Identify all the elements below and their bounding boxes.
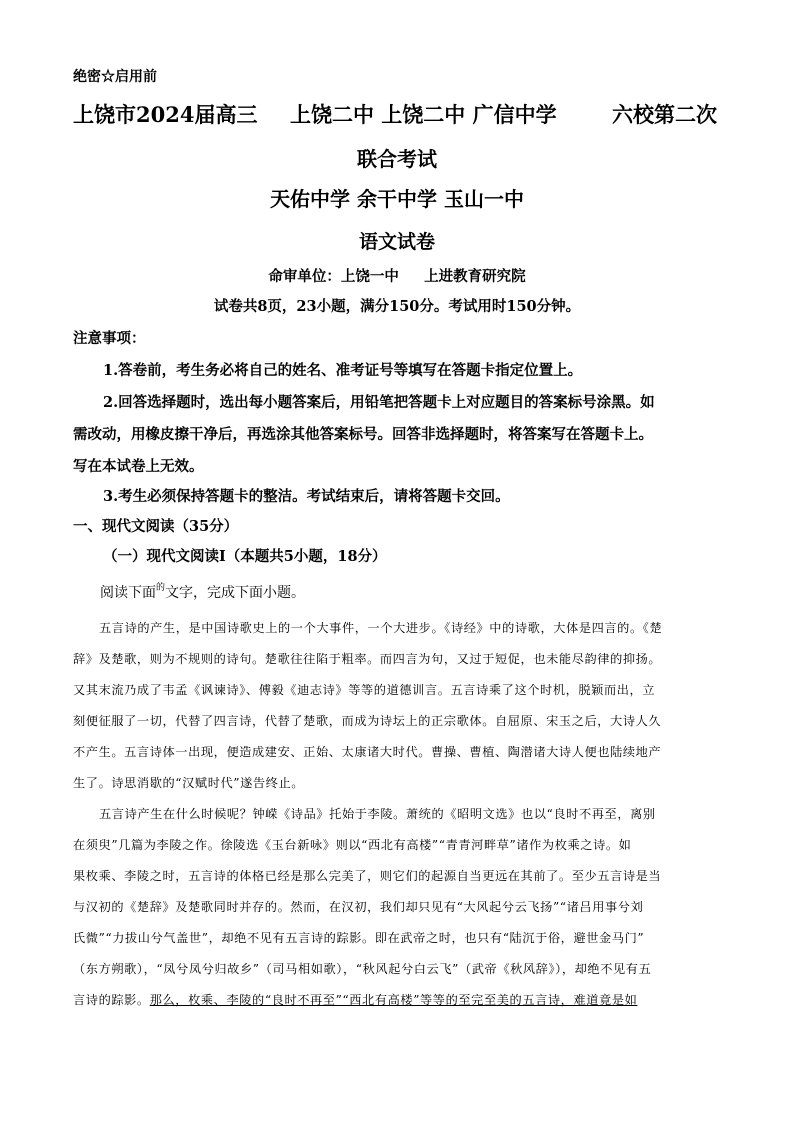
instruction-text-a: 阅读下面 xyxy=(100,585,156,601)
title-schools-row1: 上饶二中 上饶二中 广信中学 xyxy=(290,102,557,127)
notice-item-2-line-1: 2.回答选择题时，选出每小题答案后，用铅笔把答题卡上对应题目的答案标号涂黑。如 xyxy=(103,394,655,411)
notice-item-2-line-3: 写在本试卷上无效。 xyxy=(73,458,204,475)
exam-info: 试卷共8页，23小题，满分150分。考试用时150分钟。 xyxy=(213,298,581,315)
passage-line: 氏微”“力拔山兮气盖世”，却绝不见有五言诗的踪影。即在武帝之时，也只有“陆沉于俗，避世金马门” xyxy=(73,931,645,945)
passage-line: 辞》及楚歌，则为不规则的诗句。楚歌往往陷于粗率。而四言为句，又过于短促，也未能尽韵律的抑扬。 xyxy=(73,652,662,666)
passage-line: 不产生。五言诗体一出现，便造成建安、正始、太康诸大时代。曹操、曹植、陶潜诸大诗人便也陆续地产 xyxy=(73,745,662,759)
notice-heading: 注意事项： xyxy=(73,330,146,347)
reading-instruction xyxy=(100,580,305,602)
subsection-heading: （一）现代文阅读Ⅰ（本题共5小题，18分） xyxy=(103,548,387,565)
confidential-label: 绝密☆启用前 xyxy=(73,69,157,85)
passage-line: 五言诗的产生，是中国诗歌史上的一个大事件，一个大进步。《诗经》中的诗歌，大体是四言的。《楚 xyxy=(99,621,663,635)
passage-line: 生了。诗思消歇的“汉赋时代”遂告终止。 xyxy=(73,776,305,790)
notice-item-1: 1.答卷前，考生务必将自己的姓名、准考证号等填写在答题卡指定位置上。 xyxy=(103,362,583,379)
notice-item-3: 3.考生必须保持答题卡的整洁。考试结束后，请将答题卡交回。 xyxy=(103,488,510,505)
underlined-sentence: 那么，枚乘、李陵的“良时不再至”“西北有高楼”等等的至完至美的五言诗，难道竟是如 xyxy=(149,993,638,1007)
passage-line: 五言诗产生在什么时候呢？钟嵘《诗品》托始于李陵。萧统的《昭明文选》也以“良时不再至，离别 xyxy=(99,807,656,821)
instruction-superscript: 的 xyxy=(156,583,166,593)
passage-line: （东方朔歌），“凤兮凤兮归故乡”（司马相如歌），“秋风起兮白云飞”（武帝《秋风辞》），却绝不见有五 xyxy=(73,962,652,976)
exam-subject-title: 语文试卷 xyxy=(358,231,435,253)
passage-line: 果枚乘、李陵之时，五言诗的体格已经是那么完美了，则它们的起源自当更远在其前了。至少五言诗是当 xyxy=(73,869,662,883)
exam-setter: 命审单位：上饶一中 上进教育研究院 xyxy=(268,268,526,285)
passage-line: 与汉初的《楚辞》及楚歌同时并存的。然而，在汉初，我们却只见有“大风起兮云飞扬”“诸吕用事兮刘 xyxy=(73,900,644,914)
notice-item-2-line-2: 需改动，用橡皮擦干净后，再选涂其他答案标号。回答非选择题时，将答案写在答题卡上。 xyxy=(73,426,653,443)
passage-line-start: 言诗的踪影。 xyxy=(73,993,150,1007)
passage-line: 刻便征服了一切，代替了四言诗，代替了楚歌，而成为诗坛上的正宗歌体。自屈原、宋玉之后，大诗人久 xyxy=(73,714,662,728)
title-schools-row2: 天佑中学 余干中学 玉山一中 xyxy=(270,187,524,211)
section-heading: 一、现代文阅读（35分） xyxy=(73,518,239,535)
instruction-text-b: 文字，完成下面小题。 xyxy=(165,585,306,601)
passage-line: 又其末流乃成了韦孟《讽谏诗》、傅毅《迪志诗》等等的道德训言。五言诗乘了这个时机，脱颖而出，立 xyxy=(73,683,656,697)
passage-line-last xyxy=(73,991,637,1008)
title-joint-exam-start: 六校第二次 xyxy=(612,102,717,127)
title-joint-exam-end: 联合考试 xyxy=(357,147,437,171)
title-city-grade: 上饶市2024届高三 xyxy=(73,102,258,127)
passage-line: 在须臾”几篇为李陵之作。徐陵选《玉台新咏》则以“西北有高楼”“青青河畔草”诸作为枚乘之诗。如 xyxy=(73,838,632,852)
